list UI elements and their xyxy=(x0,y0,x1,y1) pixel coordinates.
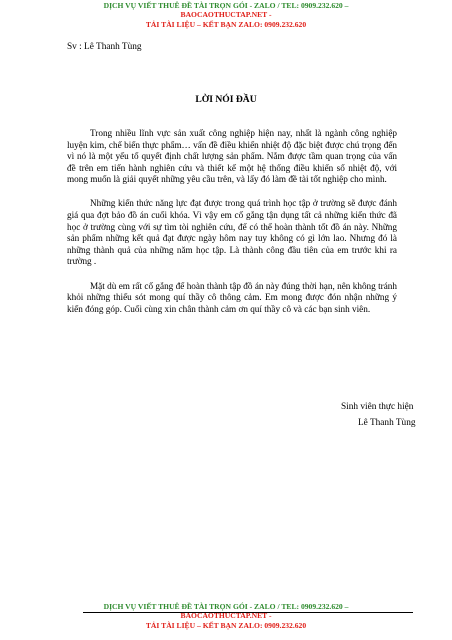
header-website-line: BAOCAOTHUCTAP.NET - xyxy=(180,10,272,20)
header-zalo-line: TẢI TÀI LIỆU – KẾT BẠN ZALO: 0909.232.620 xyxy=(145,19,307,29)
foreword-body xyxy=(67,128,397,328)
footer-service-line: DỊCH VỤ VIẾT THUÊ ĐỀ TÀI TRỌN GÓI - ZALO / TEL: 0909.232.620 – xyxy=(103,602,349,611)
footer-banner xyxy=(0,602,452,630)
header-banner xyxy=(0,1,452,29)
paragraph-2: Những kiến thức năng lực đạt được trong quá trình học tập ở trường sẽ được đánh giá qua đợt bảo đồ án cuối khóa. Vì vậy em cố gắng tận dụng tất cả những kiến thức đã học ở trường cùng với sự tìm tòi nghiên cứu, để có thể hoàn thành tốt đồ án này. Những sản phẩm những kết quả đạt được ngày hôm nay tuy không có gì lớn lao. Nhưng đó là những thành quả của những năm học tập. Là thành công đầu tiên của em trước khi ra trường . xyxy=(67,198,397,267)
footer-zalo-line: TẢI TÀI LIỆU – KẾT BẠN ZALO: 0909.232.620 xyxy=(145,620,307,630)
page-title: LỜI NÓI ĐẦU xyxy=(195,94,257,105)
signature-name: Lê Thanh Tùng xyxy=(358,418,416,428)
student-name-line: Sv : Lê Thanh Tùng xyxy=(67,42,142,52)
signature-role: Sinh viên thực hiện xyxy=(341,402,414,412)
footer-divider xyxy=(83,612,413,613)
footer-website-line: BAOCAOTHUCTAP.NET - xyxy=(180,611,272,621)
paragraph-3: Mặt dù em rất cố gắng để hoàn thành tập đồ án này đúng thời hạn, nên không tránh khỏi những thiếu sót mong quí thầy cô thông cảm. Em mong được đón nhận những ý kiến đóng góp. Cuối cùng xin chân thành cảm ơn quí thầy cô và các bạn sinh viên. xyxy=(67,280,397,314)
header-service-line: DỊCH VỤ VIẾT THUÊ ĐỀ TÀI TRỌN GÓI - ZALO / TEL: 0909.232.620 – xyxy=(103,1,349,10)
paragraph-1: Trong nhiều lĩnh vực sản xuất công nghiệp hiện nay, nhất là ngành công nghiệp luyện kim, chế biến thực phẩm… vấn đề điều khiển nhiệt độ đặc biệt được chú trọng đến vì nó là một yếu tố quyết định chất lượng sản phẩm. Nắm được tầm quan trọng của vấn đề trên em tiến hành nghiên cứu và thiết kế một hệ thống điều khiển số nhiệt độ, với mong muốn là giải quyết những yêu cầu trên, và lấy đó làm đề tài tốt nghiệp cho mình. xyxy=(67,128,397,185)
